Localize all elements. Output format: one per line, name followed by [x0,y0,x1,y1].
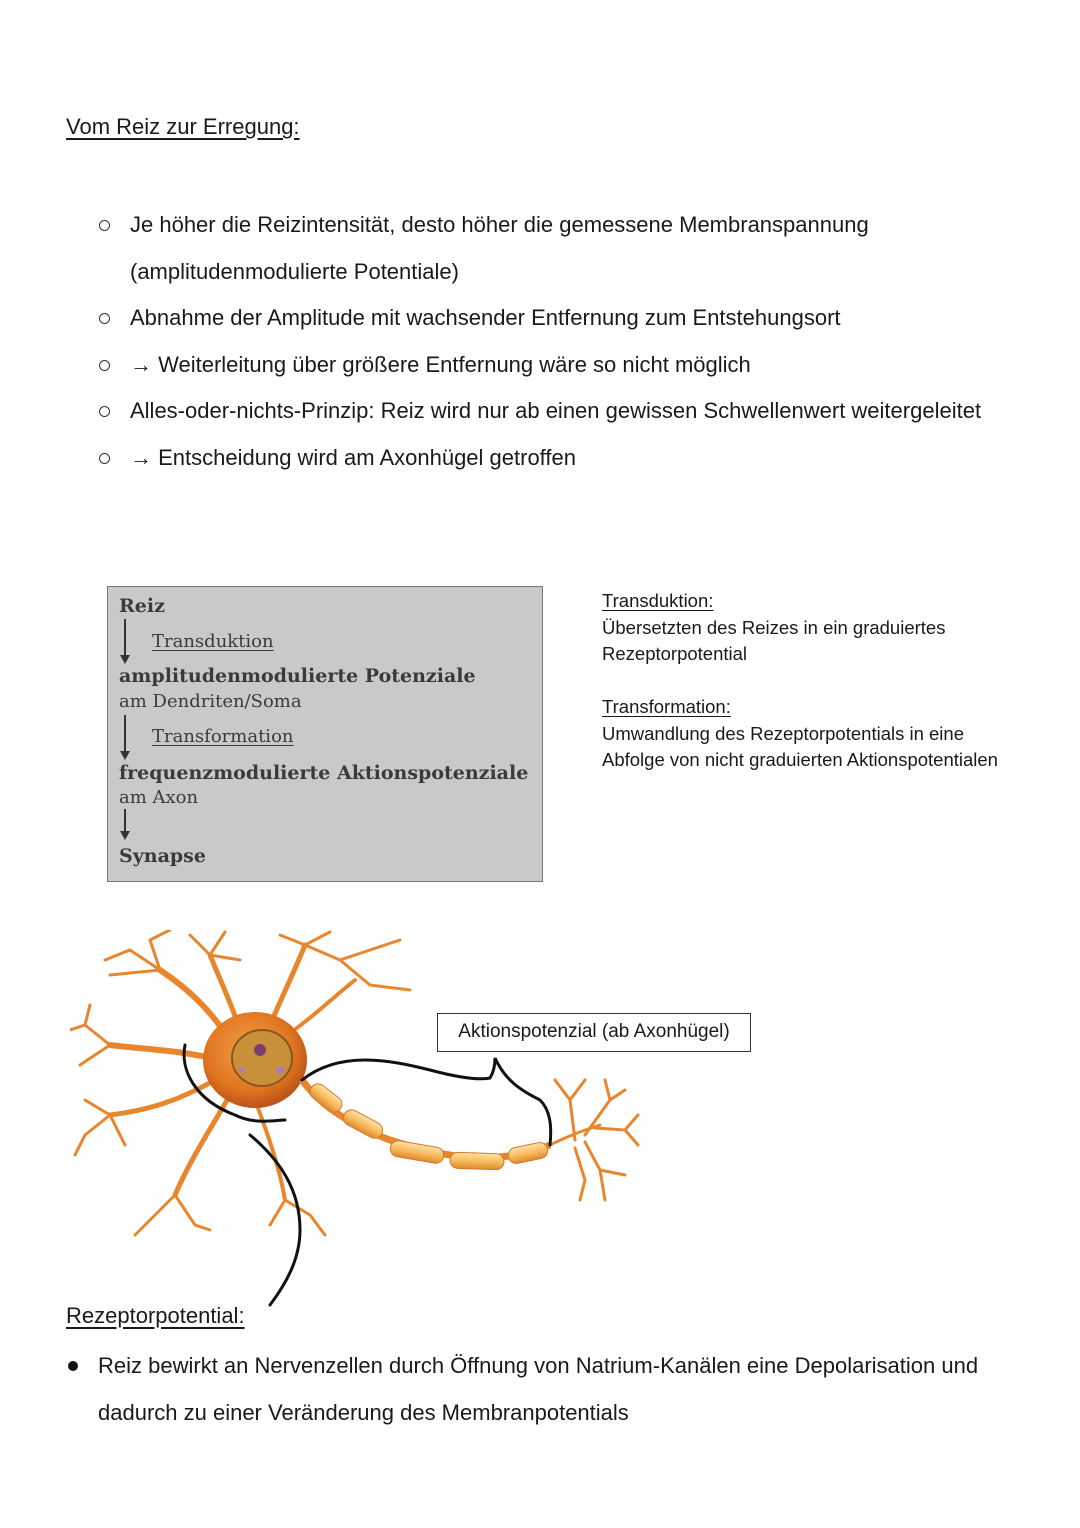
circle-bullet-icon [99,406,110,417]
list-item: Abnahme der Amplitude mit wachsender Entfernung zum Entstehungsort [96,295,996,342]
flow-frequency: frequenzmodulierte Aktionspotenziale [119,762,529,784]
circle-bullet-list [96,202,996,481]
definition-transduktion: Transduktion: Übersetzten des Reizes in ein graduiertes Rezeptorpotential [602,590,946,664]
flow-synapse: Synapse [119,845,206,867]
list-item: Je höher die Reizintensität, desto höher die gemessene Membranspannung (amplitudenmodulierte Potentiale) [96,202,996,295]
down-arrow-icon [121,809,129,839]
axon-terminals [550,1080,638,1200]
flow-diagram-box [107,586,543,882]
nucleus [232,1030,292,1086]
flow-frequency-location: am Axon [119,787,199,808]
flow-amplitude-location: am Dendriten/Soma [119,691,302,712]
list-item: → Entscheidung wird am Axonhügel getroffen [96,435,996,482]
section-heading-reiz-erregung: Vom Reiz zur Erregung: [66,114,300,139]
circle-bullet-icon [99,453,110,464]
myelin-sheath [307,1081,549,1170]
action-potential-label: Aktionspotenzial (ab Axonhügel) [437,1013,751,1052]
list-item: Reiz bewirkt an Nervenzellen durch Öffnung von Natrium-Kanälen eine Depolarisation und dadurch zu einer Veränderung des Membranpotentials [66,1343,1026,1436]
circle-bullet-icon [99,220,110,231]
disc-bullet-icon [68,1361,78,1371]
flow-transduktion: Transduktion [152,631,274,652]
section-heading-rezeptorpotential: Rezeptorpotential: [66,1303,245,1328]
flow-transformation: Transformation [152,726,294,747]
list-item: Alles-oder-nichts-Prinzip: Reiz wird nur ab einen gewissen Schwellenwert weitergeleitet [96,388,996,435]
flow-reiz: Reiz [119,595,165,617]
nucleolus [254,1044,266,1056]
down-arrow-icon [121,619,129,663]
circle-bullet-icon [99,313,110,324]
list-item: → Weiterleitung über größere Entfernung wäre so nicht möglich [96,342,996,389]
neuron-illustration [70,930,670,1310]
circle-bullet-icon [99,360,110,371]
disc-bullet-list [66,1343,1026,1436]
flow-amplitude: amplitudenmodulierte Potenziale [119,665,476,687]
definition-transformation: Transformation: Umwandlung des Rezeptorpotentials in eine Abfolge von nicht graduierten Aktionspotentialen [602,696,998,770]
down-arrow-icon [121,715,129,759]
